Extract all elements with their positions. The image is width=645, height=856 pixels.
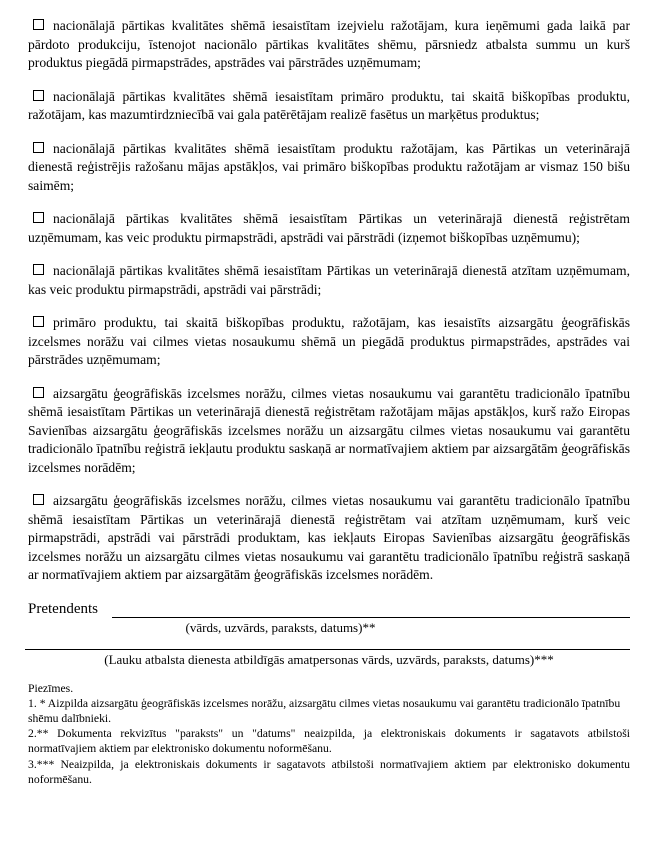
paragraph-text: primāro produktu, tai skaitā biškopības produktu, ražotājam, kas iesaistīts aizsargātu ģeogrāfiskās izcelsmes norāžu vai cilmes vietas nosaukumu shēmā un piegādā produktus pirmapstrādes, apstrādes vai pārstrādes uzņēmumam; [28,315,630,367]
checkbox[interactable] [33,19,44,30]
applicant-signature-row [28,600,630,618]
official-signature-line[interactable] [25,649,630,650]
note-item: 3.*** Neaizpilda, ja elektroniskais dokuments ir sagatavots atbilstoši normatīvajiem aktiem par elektronisko dokumentu noformēšanu. [28,757,630,786]
notes-heading: Piezīmes. [28,681,74,695]
checkbox[interactable] [33,494,44,505]
official-signature-caption: (Lauku atbalsta dienesta atbildīgās amatpersonas vārds, uzvārds, paraksts, datums)*** [104,651,554,667]
paragraph-text: nacionālajā pārtikas kvalitātes shēmā iesaistītam primāro produktu, tai skaitā biškopības produktu, ražotājam, kas mazumtirdzniecībā vai gala patērētājam realizē fasētus un marķētus produktus; [28,88,630,122]
applicant-signature-caption: (vārds, uzvārds, paraksts, datums)** [185,619,376,635]
checkbox-paragraph [28,385,630,478]
checkbox-paragraph [28,492,630,585]
checkbox[interactable] [33,90,44,101]
paragraph-text: nacionālajā pārtikas kvalitātes shēmā iesaistītam produktu ražotājam, kas Pārtikas un veterinārajā dienestā reģistrējis ražošanu mājas apstākļos, vai primāro biškopības produktu ražotājam ar vismaz 150 bišu saimēm; [28,140,630,193]
notes-section [28,681,630,787]
checkbox[interactable] [33,212,44,223]
applicant-signature-line[interactable] [112,602,630,618]
paragraph-text: nacionālajā pārtikas kvalitātes shēmā iesaistītam Pārtikas un veterinārajā dienestā reģistrētam uzņēmumam, kas veic produktu pirmapstrādi, apstrādi vai pārstrādi (izņemot biškopības uzņēmumu); [28,211,630,245]
note-item: 2.** Dokumenta rekvizītus "paraksts" un "datums" neaizpilda, ja elektroniskais dokuments ir sagatavots atbilstoši normatīvajiem aktiem par elektronisko dokumentu noformēšanu. [28,727,630,756]
checkbox[interactable] [33,142,44,153]
paragraph-text: aizsargātu ģeogrāfiskās izcelsmes norāžu, cilmes vietas nosaukumu vai garantētu tradicionālo īpatnību shēmā iesaistītam Pārtikas un veterinārajā dienestā reģistrētam vai atzītam uzņēmumam, kurš veic pirmapstrādi, apstrādi vai pārstrādi produktam, kas iekļauts Eiropas Savienības aizsargātu ģeogrāfiskās izcelsmes norāžu un aizsargātu cilmes vietas nosaukumu vai garantētu tradicionālo īpatnību reģistrā saskaņā ar normatīvajiem aktiem par aizsargātām ģeogrāfiskās izcelsmes norādēm. [28,493,630,582]
checkbox[interactable] [33,387,44,398]
checkbox-paragraph [28,314,630,370]
paragraph-text: aizsargātu ģeogrāfiskās izcelsmes norāžu, cilmes vietas nosaukumu vai garantētu tradicionālo īpatnību shēmā iesaistītam Pārtikas un veterinārajā dienestā reģistrētam ražotājam mājas apstākļos, kurš ražo Eiropas Savienības aizsargātu ģeogrāfiskās izcelsmes norāžu un aizsargātu cilmes vietas nosaukumu vai garantētu tradicionālo īpatnību reģistrā iekļautu produktu saskaņā ar normatīvajiem aktiem par aizsargātām ģeogrāfiskās izcelsmes norādēm; [28,385,630,475]
note-item: 1. * Aizpilda aizsargātu ģeogrāfiskās izcelsmes norāžu, aizsargātu cilmes vietas nosaukumu vai garantētu tradicionālo īpatnību shēmu dalībnieki. [28,696,621,725]
checkbox-paragraph [28,262,630,299]
checkbox-paragraph [28,17,630,73]
checkbox-paragraph [28,88,630,125]
checkbox[interactable] [33,316,44,327]
paragraph-text: nacionālajā pārtikas kvalitātes shēmā iesaistītam izejvielu ražotājam, kura ieņēmumi gada laikā par pārdoto produkciju, īstenojot nacionālo pārtikas kvalitātes shēmu, pārsniedz atbalsta summu un kurš produktus piegādā pirmapstrādes, apstrādes vai pārstrādes uzņēmumam; [28,18,630,70]
checkbox-paragraph [28,210,630,247]
checkbox-paragraph [28,140,630,196]
paragraph-text: nacionālajā pārtikas kvalitātes shēmā iesaistītam Pārtikas un veterinārajā dienestā atzītam uzņēmumam, kas veic produktu pirmapstrādi, apstrādi vai pārstrādi; [28,263,630,297]
applicant-label: Pretendents [28,600,98,617]
checkbox[interactable] [33,264,44,275]
